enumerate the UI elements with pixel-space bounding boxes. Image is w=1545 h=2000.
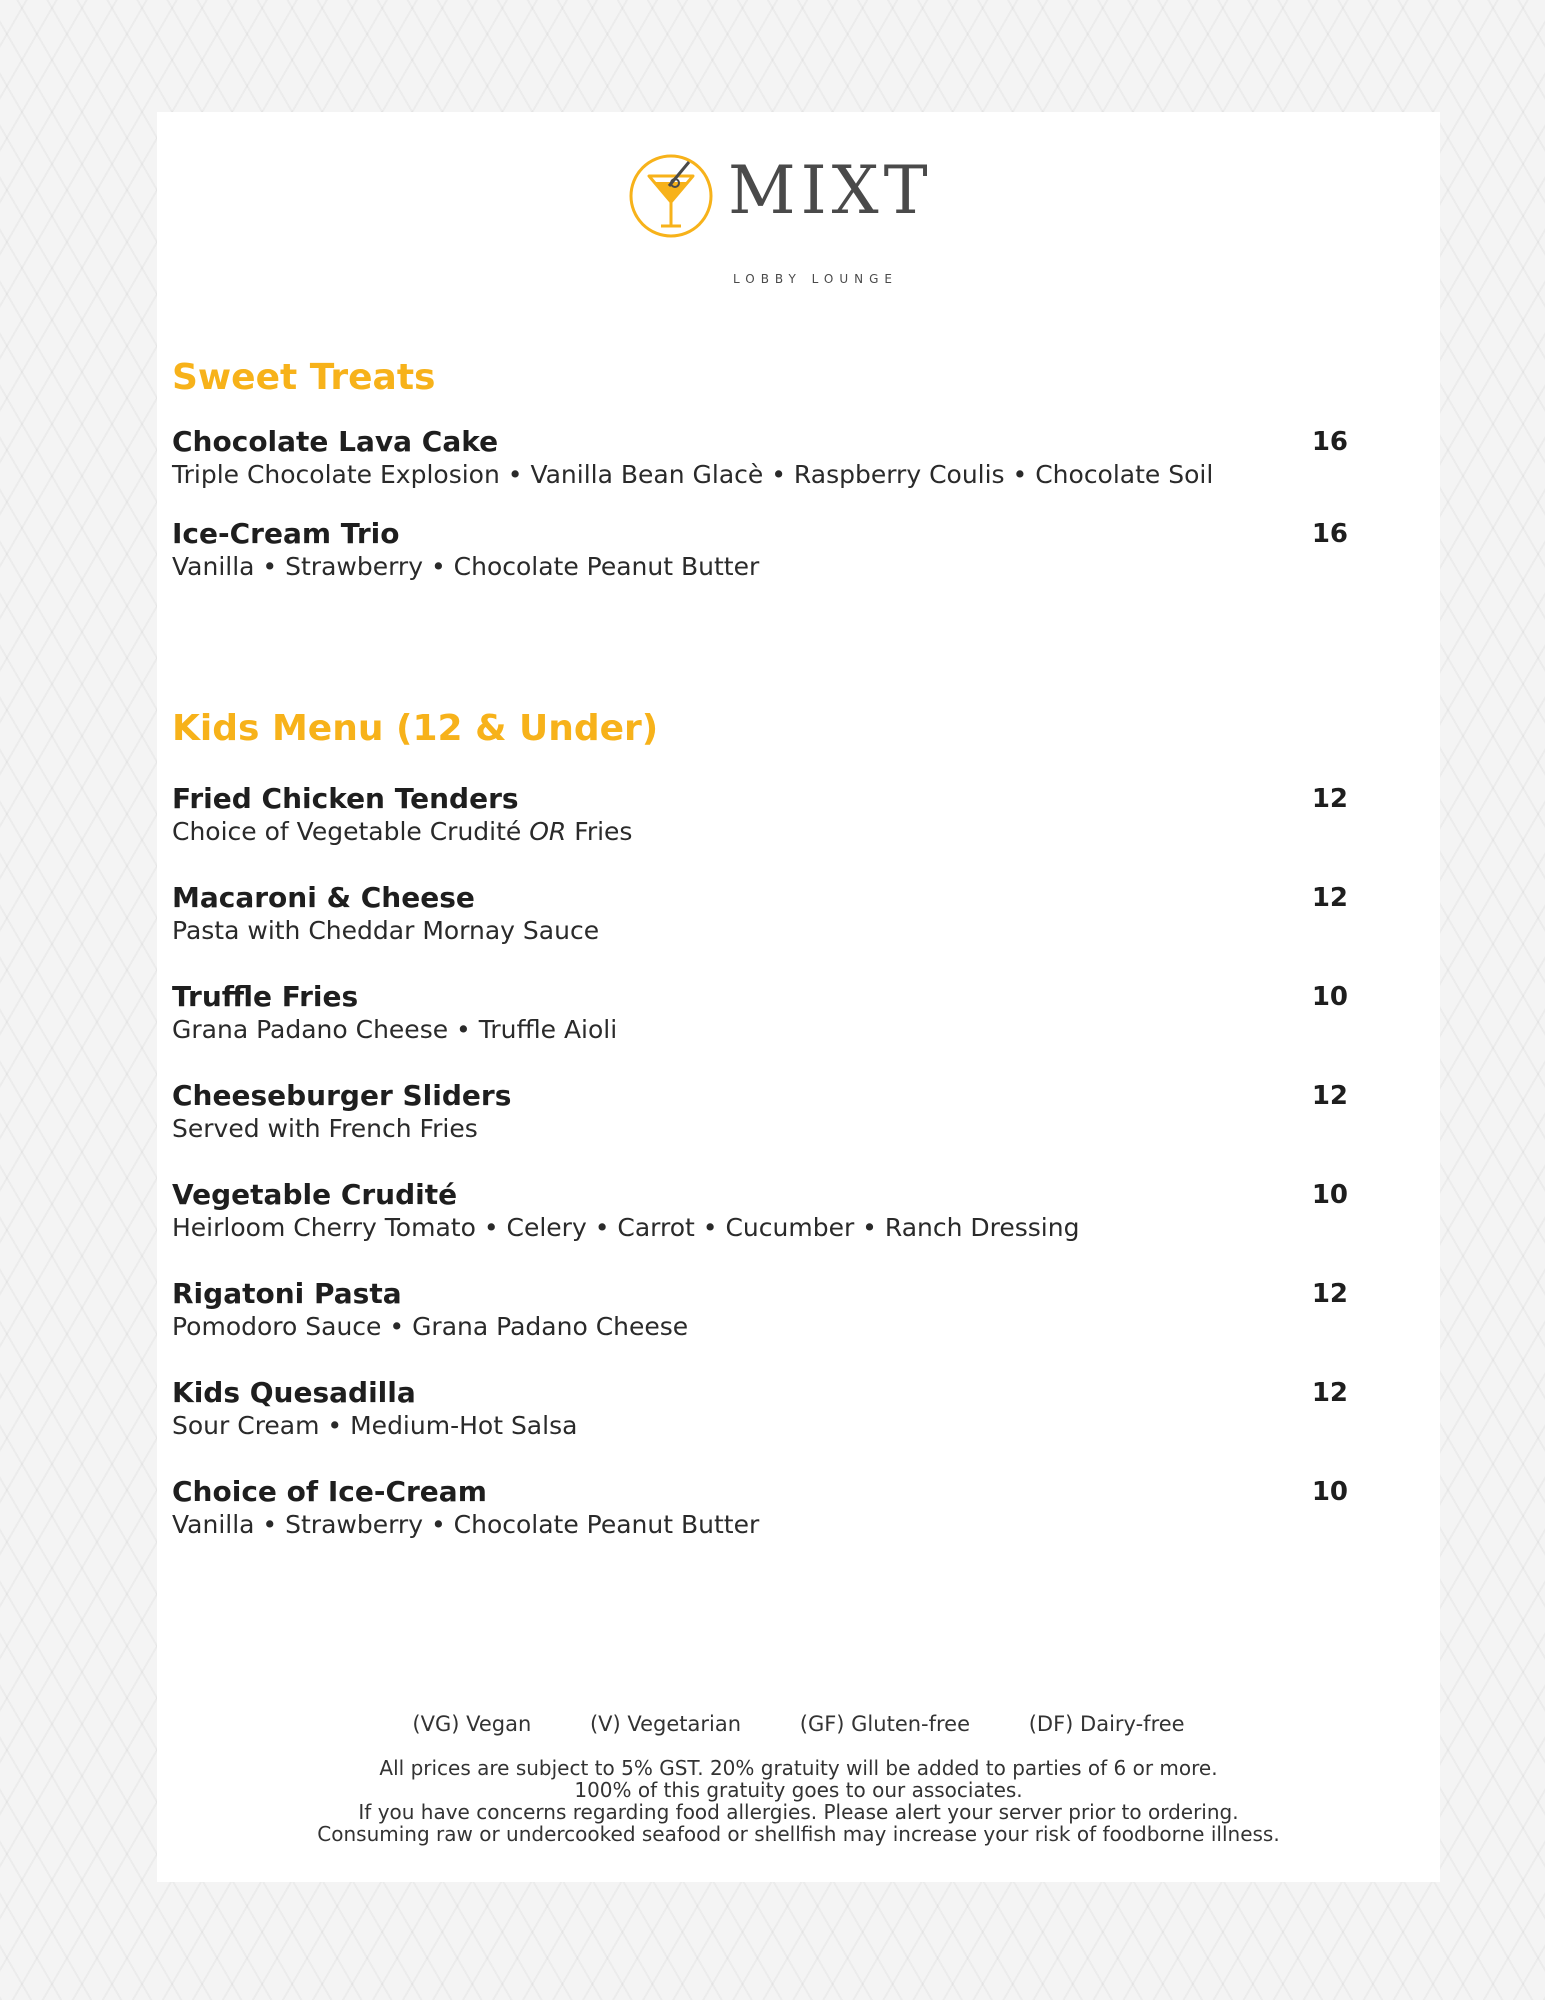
kids-menu-list xyxy=(172,782,1348,1541)
item-name: Ice-Cream Trio xyxy=(172,517,400,550)
section-title-sweet-treats: Sweet Treats xyxy=(172,357,436,398)
item-name: Fried Chicken Tenders xyxy=(172,782,519,815)
menu-item xyxy=(172,881,1348,947)
item-price: 12 xyxy=(1311,1081,1348,1111)
item-price: 10 xyxy=(1311,982,1348,1012)
item-description: Pasta with Cheddar Mornay Sauce xyxy=(172,916,600,945)
menu-item xyxy=(172,1475,1348,1541)
item-name: Macaroni & Cheese xyxy=(172,881,475,914)
item-name: Cheeseburger Sliders xyxy=(172,1079,512,1112)
item-price: 12 xyxy=(1311,883,1348,913)
item-description: Triple Chocolate Explosion • Vanilla Bean Glacè • Raspberry Coulis • Chocolate Soil xyxy=(172,460,1214,489)
item-price: 12 xyxy=(1311,784,1348,814)
sweet-treats-list xyxy=(172,425,1348,583)
menu-page xyxy=(157,112,1440,1882)
item-description: Served with French Fries xyxy=(172,1114,478,1143)
legend-gluten-free: (GF) Gluten-free xyxy=(799,1712,971,1736)
footer-notes xyxy=(157,1757,1440,1845)
brand-logo xyxy=(625,152,945,286)
item-name: Chocolate Lava Cake xyxy=(172,425,499,458)
item-name: Rigatoni Pasta xyxy=(172,1277,402,1310)
item-description: Pomodoro Sauce • Grana Padano Cheese xyxy=(172,1312,689,1341)
item-price: 10 xyxy=(1311,1477,1348,1507)
legend-dairy-free: (DF) Dairy-free xyxy=(1028,1712,1185,1736)
section-title-kids-menu: Kids Menu (12 & Under) xyxy=(172,708,659,749)
legend-vegan: (VG) Vegan xyxy=(412,1712,532,1736)
brand-name: MIXT xyxy=(728,152,933,229)
martini-glass-icon xyxy=(625,152,725,252)
menu-item xyxy=(172,1178,1348,1244)
menu-item xyxy=(172,1277,1348,1343)
note-line: 100% of this gratuity goes to our associates. xyxy=(574,1778,1023,1802)
item-description: Vanilla • Strawberry • Chocolate Peanut Butter xyxy=(172,1510,760,1539)
dietary-legend xyxy=(157,1712,1440,1736)
item-description: Vanilla • Strawberry • Chocolate Peanut Butter xyxy=(172,552,760,581)
item-price: 10 xyxy=(1311,1180,1348,1210)
menu-item xyxy=(172,425,1348,491)
menu-item xyxy=(172,1376,1348,1442)
menu-item xyxy=(172,980,1348,1046)
menu-item xyxy=(172,1079,1348,1145)
item-name: Vegetable Crudité xyxy=(172,1178,458,1211)
note-line: Consuming raw or undercooked seafood or shellfish may increase your risk of foodborne illness. xyxy=(317,1822,1280,1846)
item-description: Sour Cream • Medium-Hot Salsa xyxy=(172,1411,578,1440)
item-description: Choice of Vegetable Crudité OR Fries xyxy=(172,817,633,846)
item-name: Choice of Ice-Cream xyxy=(172,1475,487,1508)
item-name: Truffle Fries xyxy=(172,980,359,1013)
item-description: Grana Padano Cheese • Truffle Aioli xyxy=(172,1015,618,1044)
item-price: 16 xyxy=(1311,427,1348,457)
menu-item xyxy=(172,782,1348,848)
item-description: Heirloom Cherry Tomato • Celery • Carrot • Cucumber • Ranch Dressing xyxy=(172,1213,1080,1242)
note-line: All prices are subject to 5% GST. 20% gratuity will be added to parties of 6 or more. xyxy=(379,1756,1218,1780)
item-price: 12 xyxy=(1311,1378,1348,1408)
item-price: 16 xyxy=(1311,519,1348,549)
menu-item xyxy=(172,517,1348,583)
item-price: 12 xyxy=(1311,1279,1348,1309)
brand-tagline: LOBBY LOUNGE xyxy=(733,272,898,286)
note-line: If you have concerns regarding food allergies. Please alert your server prior to ordering. xyxy=(358,1800,1239,1824)
item-name: Kids Quesadilla xyxy=(172,1376,416,1409)
legend-vegetarian: (V) Vegetarian xyxy=(589,1712,742,1736)
